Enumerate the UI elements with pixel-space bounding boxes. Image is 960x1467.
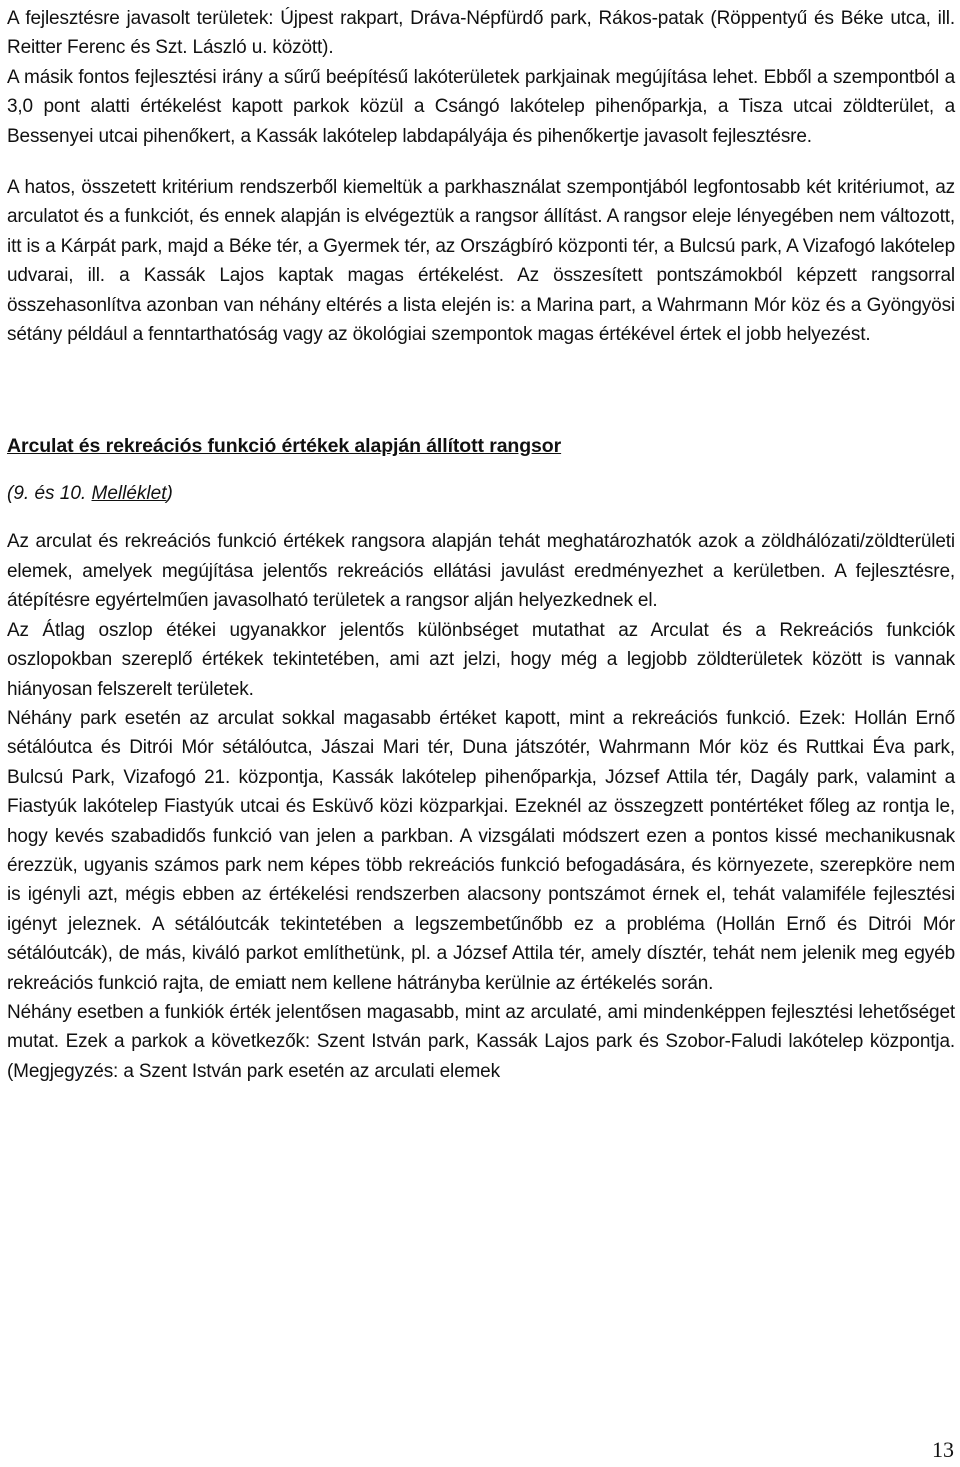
paragraph-housing-parks: A másik fontos fejlesztési irány a sűrű beépítésű lakóterületek parkjainak megújítása lehet. Ebből a szempontból a 3,0 pont alatti értékelést kapott parkok közül a Csángó lakótelep pihenőparkja, a Tisza utcai zöldterület, a Bessenyei utcai pihenőkert, a Kassák lakótelep labdapályája és pihenőkertje javasolt fejlesztésre. — [7, 66, 955, 147]
paragraph-ranking-summary: Az arculat és rekreációs funkció értékek rangsora alapján tehát meghatározhatók azok a zöldhálózati/zöldterületi elemek, amelyek megújítása jelentős rekreációs ellátási javulást eredményezhet a kerületben. A fejlesztésre, átépítésre egyértelműen javasolható területek a rangsor alján helyezkednek el. — [7, 531, 955, 612]
paragraph-appearance-higher: Néhány park esetén az arculat sokkal magasabb értéket kapott, mint a rekreációs funkció. Ezek: Hollán Ernő sétálóutca és Ditrói Mór sétálóutca, Jászai Mari tér, Duna játszótér, Wahrmann Mór köz és Ruttkai Éva park, Bulcsú Park, Vizafogó 21. központja, Kassák lakótelep pihenőparkja, József Attila tér, Dagály park, valamint a Fiastyúk lakótelep Fiastyúk utcai és Esküvő közi közparkjai. Ezeknél az összegzett pontértéket főleg az rontja le, hogy kevés szabadidős funkció van jelen a parkban. A vizsgálati módszert ezen a pontos kissé mechanikusnak érezzük, ugyanis számos park nem képes több rekreációs funkció befogadására, és környezete, szerepköre nem is igényli azt, mégis ebben az értékelési rendszerben alacsony pontszámot érnek el, tehát valamiféle fejlesztési igényt jeleznek. A sétálóutcák tekintetében a legszembetűnőbb ez a probléma (Hollán Ernő és Ditrói Mór sétálóutcák), de más, kiváló parkot említhetünk, pl. a József Attila tér, amely dísztér, tehát nem jelenik meg egyéb rekreációs funkció rajta, de emiatt nem kellene hátrányba kerülnie az értékelés során. — [7, 707, 955, 994]
spacer — [7, 151, 955, 173]
annex-link[interactable]: Melléklet — [91, 483, 167, 505]
annex-reference-suffix: ) — [166, 483, 173, 505]
spacer — [7, 349, 955, 431]
paragraph-function-higher: Néhány esetben a funkiók érték jelentősen magasabb, mint az arculaté, ami mindenképpen fejlesztési lehetőséget mutat. Ezek a parkok a következők: Szent István park, Kassák Lajos park és Szobor-Faludi lakótelep központja. (Megjegyzés: a Szent István park esetén az arculati elemek — [7, 1001, 955, 1082]
paragraph-development-areas: A fejlesztésre javasolt területek: Újpest rakpart, Dráva-Népfürdő park, Rákos-patak (Röppentyű és Béke utca, ill. Reitter Ferenc és Szt. László u. között). — [7, 8, 955, 59]
paragraph-criteria-ranking: A hatos, összetett kritérium rendszerből kiemeltük a parkhasználat szempontjából legfontosabb két kritériumot, az arculatot és a funkciót, és ennek alapján is elvégeztük a rangsor állítást. A rangsor eleje lényegében nem változott, itt is a Kárpát park, majd a Béke tér, a Gyermek tér, az Országbíró központi tér, a Bulcsú park, A Vizafogó lakótelep udvarai, ill. a Kassák Lajos kaptak magas értékelést. Az összesített pontszámokból képzett rangsorral összehasonlítva azonban van néhány eltérés a lista elején is: a Marina part, a Wahrmann Mór köz és a Gyöngyösi sétány például a fenntarthatóság vagy az ökológiai szempontok magas értékével értek el jobb helyezést. — [7, 177, 955, 346]
paragraph-average-column: Az Átlag oszlop étékei ugyanakkor jelentős különbséget mutathat az Arculat és a Rekreációs funkciók oszlopokban szereplő értékek tekintetében, ami azt jelzi, hogy még a legjobb zöldterületek között is vannak hiányosan felszerelt területek. — [7, 619, 955, 700]
document-page — [7, 4, 955, 1086]
annex-reference-prefix: (9. és 10. — [7, 483, 92, 505]
annex-reference — [7, 479, 955, 509]
page-number: 13 — [932, 1437, 954, 1462]
spacer — [7, 509, 955, 527]
section-heading: Arculat és rekreációs funkció értékek alapján állított rangsor — [7, 435, 562, 458]
spacer — [7, 461, 955, 479]
